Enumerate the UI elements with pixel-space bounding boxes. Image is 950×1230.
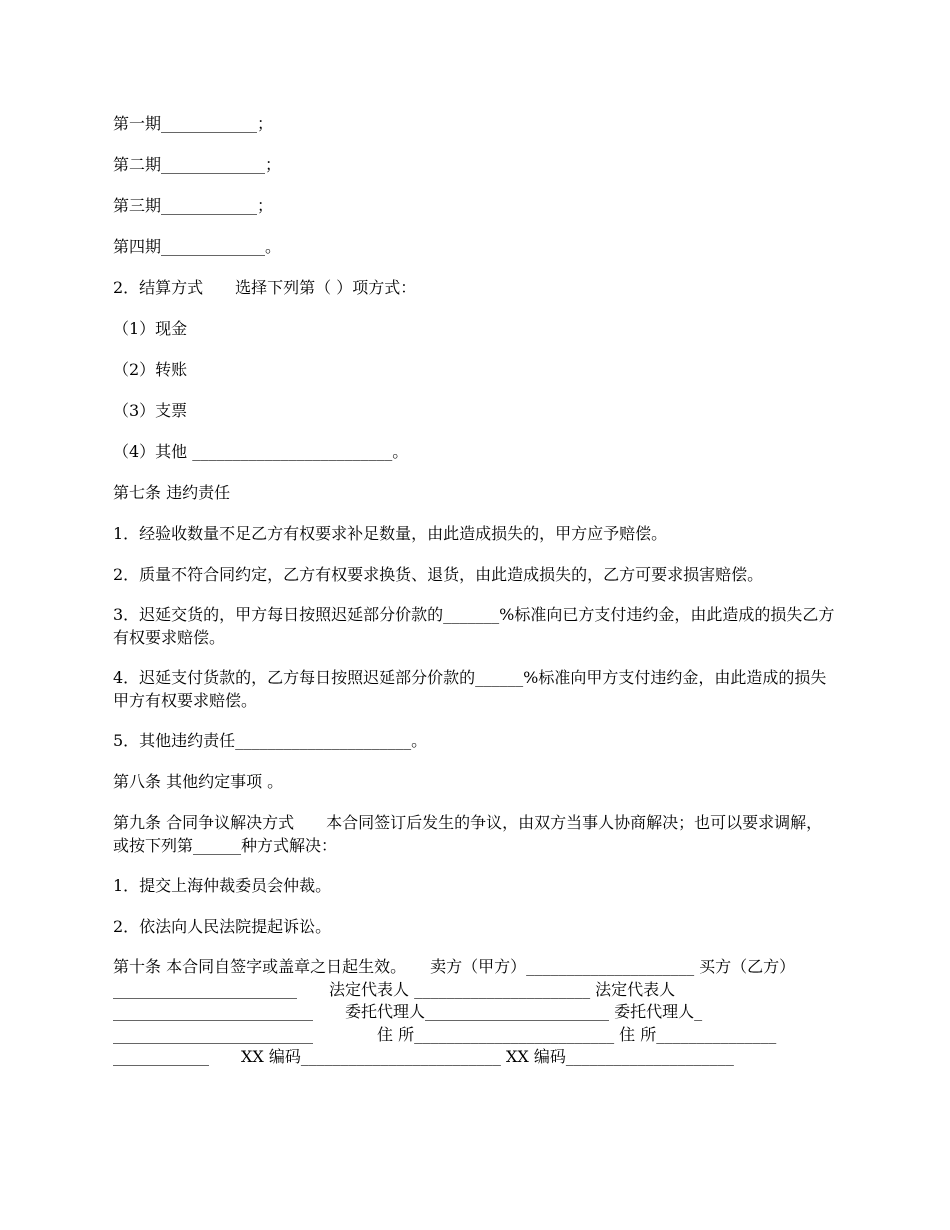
dispute-option-litigation: 2．依法向人民法院提起诉讼。 — [113, 917, 332, 936]
dispute-option-arbitration: 1．提交上海仲裁委员会仲裁。 — [113, 876, 332, 895]
article-7-heading: 第七条 违约责任 — [113, 483, 231, 502]
article-9-dispute-resolution: 第九条 合同争议解决方式 本合同签订后发生的争议，由双方当事人协商解决；也可以要求调解，或按下列第______种方式解决： — [113, 813, 823, 855]
payment-period-3: 第三期____________； — [113, 196, 274, 215]
contract-page — [113, 112, 835, 1087]
payment-period-2: 第二期_____________； — [113, 155, 282, 174]
breach-clause-2: 2．质量不符合同约定，乙方有权要求换货、退货，由此造成损失的，乙方可要求损害赔偿。 — [113, 565, 764, 584]
payment-period-1: 第一期____________； — [113, 114, 274, 133]
settlement-option-transfer: （2）转账 — [113, 360, 188, 379]
breach-clause-5: 5．其他违约责任______________________。 — [113, 731, 428, 750]
settlement-option-other: （4）其他 _________________________。 — [113, 442, 409, 461]
breach-clause-3: 3．迟延交货的，甲方每日按照迟延部分价款的_______%标准向已方支付违约金，由此造成的损失乙方有权要求赔偿。 — [113, 605, 835, 647]
settlement-method: 2．结算方式 选择下列第（ ）项方式： — [113, 278, 417, 297]
article-8-heading: 第八条 其他约定事项 。 — [113, 772, 284, 791]
settlement-option-check: （3）支票 — [113, 401, 188, 420]
article-10-signature-block: 第十条 本合同自签字或盖章之日起生效。 卖方（甲方）_____________________ 买方（乙方）_______________________ 法定代表人 ______________________ 法定代表人_________________________ 委托代理人_______________________ 委托代理人_ _________________________ 住 所_________________________ 住 所_______________ ____________ XX 编码_________________________ XX 编码_____________________ — [113, 957, 796, 1066]
payment-period-4: 第四期_____________。 — [113, 237, 282, 256]
settlement-option-cash: （1）现金 — [113, 319, 188, 338]
breach-clause-1: 1．经验收数量不足乙方有权要求补足数量，由此造成损失的，甲方应予赔偿。 — [113, 524, 668, 543]
breach-clause-4: 4．迟延支付货款的，乙方每日按照迟延部分价款的______%标准向甲方支付违约金，由此造成的损失甲方有权要求赔偿。 — [113, 668, 827, 710]
